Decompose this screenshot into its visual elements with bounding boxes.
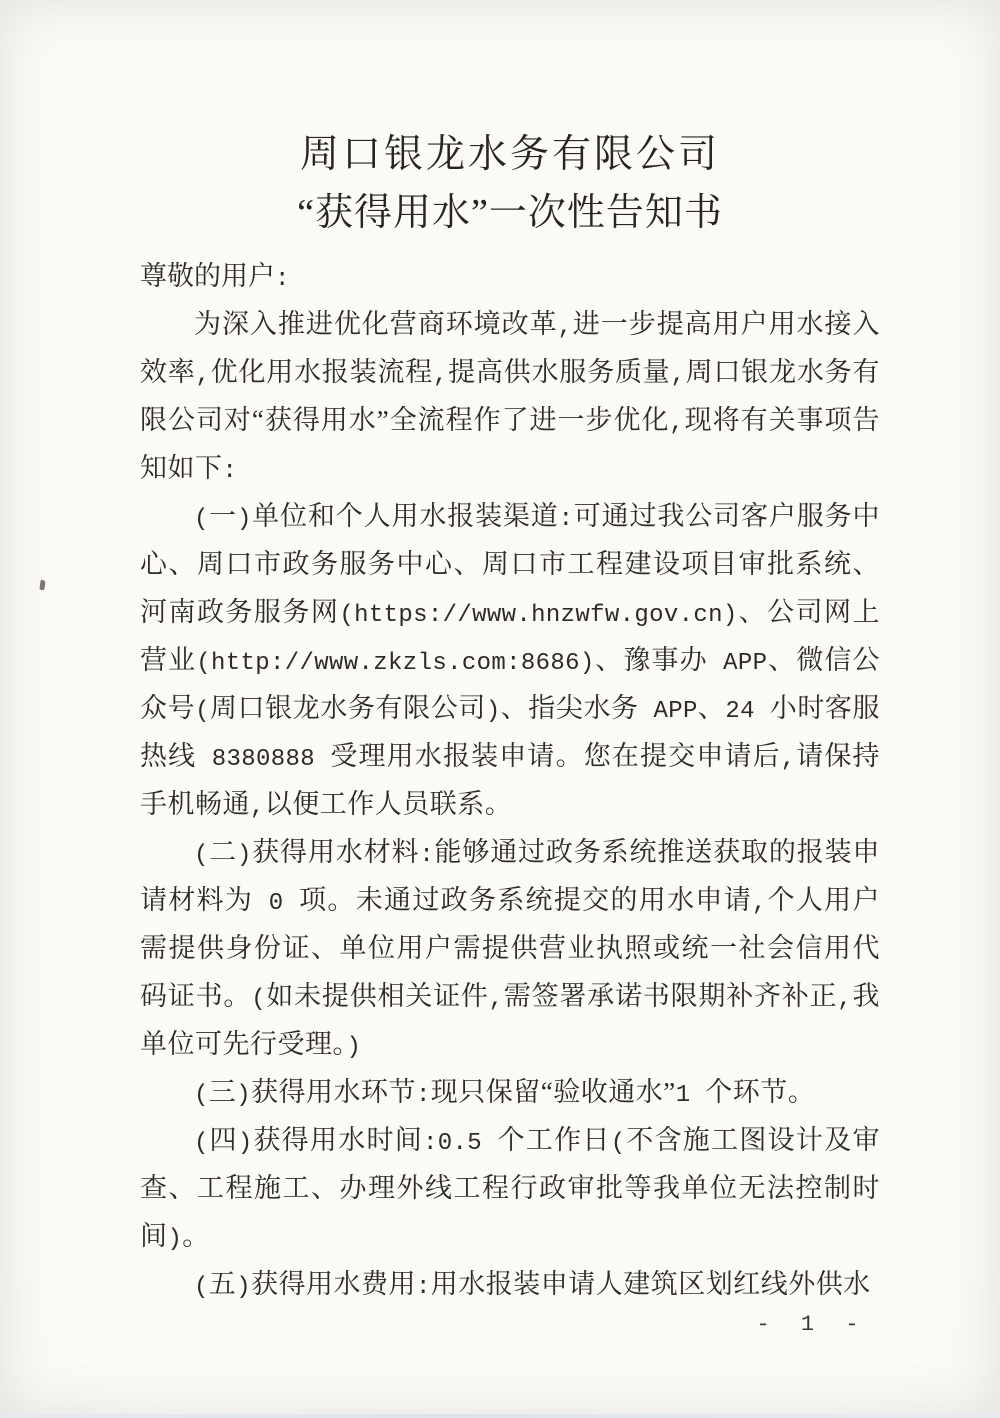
paragraph-item-2-materials: (二)获得用水材料:能够通过政务系统推送获取的报装申请材料为 0 项。未通过政务系统提交的用水申请,个人用户需提供身份证、单位用户需提供营业执照或统一社会信用代码证书。(如未提供相关证件,需签署承诺书限期补齐补正,我单位可先行受理。) [140,842,880,1061]
scan-artifact-speck [39,580,45,591]
scan-bottom-edge [0,1414,1000,1418]
paragraph-intro: 为深入推进优化营商环境改革,进一步提高用户用水接入效率,优化用水报装流程,提高供水服务质量,周口银龙水务有限公司对“获得用水”全流程作了进一步优化,现将有关事项告知如下: [140,314,880,485]
document-body [140,304,880,1312]
page-number: - 1 - [756,1312,868,1337]
document-title: 周口银龙水务有限公司 [299,139,720,178]
document-subtitle: “获得用水”一次性告知书 [297,198,723,236]
paragraph-item-1-channels: (一)单位和个人用水报装渠道:可通过我公司客户服务中心、周口市政务服务中心、周口市工程建设项目审批系统、河南政务服务网(https://www.hnzwfw.gov.cn)、公司网上营业(http://www.zkzls.com:8686)、豫事办 APP、微信公众号(周口银龙水务有限公司)、指尖水务 APP、24 小时客服热线 8380888 受理用水报装申请。您在提交申请后,请保持手机畅通,以便工作人员联系。 [140,506,880,821]
paragraph-item-4-time: (四)获得用水时间:0.5 个工作日(不含施工图设计及审查、工程施工、办理外线工程行政审批等我单位无法控制时间)。 [140,1130,880,1253]
salutation: 尊敬的用户: [140,266,290,293]
paragraph-item-5-fees: (五)获得用水费用:用水报装申请人建筑区划红线外供水 [194,1274,871,1301]
paragraph-item-3-steps: (三)获得用水环节:现只保留“验收通水”1 个环节。 [194,1082,816,1109]
